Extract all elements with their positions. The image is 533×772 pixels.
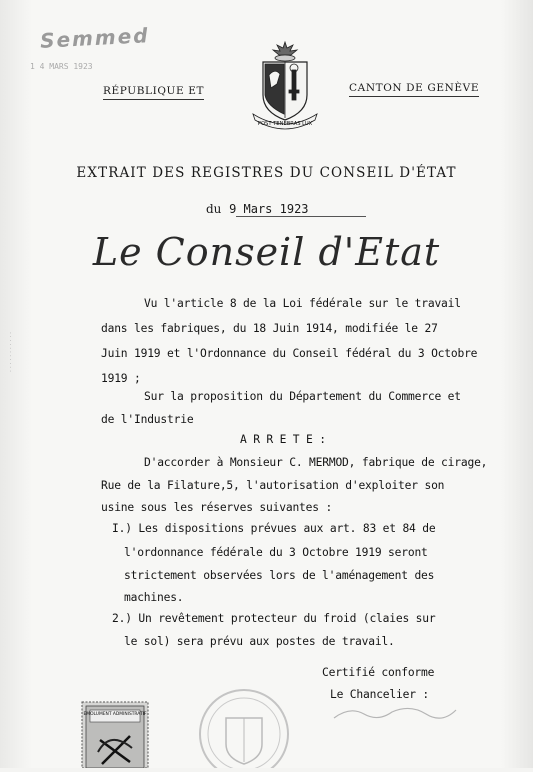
calligraphic-heading: Le Conseil d'Etat — [92, 230, 441, 274]
arrete-heading: A R R E T E : — [240, 433, 326, 446]
revenue-stamp — [80, 700, 150, 768]
date-line — [206, 202, 309, 216]
body-line: Rue de la Filature,5, l'autorisation d'exploiter son — [101, 479, 445, 492]
margin-note: · · · · · · · · · · · — [8, 331, 15, 372]
body-line: D'accorder à Monsieur C. MERMOD, fabrique de cirage, — [144, 456, 488, 469]
body-line: Vu l'article 8 de la Loi fédérale sur le travail — [144, 297, 461, 310]
document-title: EXTRAIT DES REGISTRES DU CONSEIL D'ÉTAT — [76, 165, 457, 181]
condition-line: 2.) Un revêtement protecteur du froid (claies sur — [112, 612, 436, 625]
condition-line: machines. — [124, 591, 184, 604]
crest-motto: POST TENEBRAS LUX — [257, 121, 313, 127]
chancellor-label: Le Chancelier : — [330, 688, 430, 701]
condition-line: I.) Les dispositions prévues aux art. 83 et 84 de — [112, 522, 436, 535]
official-seal-icon — [196, 684, 292, 768]
header-canton: CANTON DE GENÈVE — [349, 82, 479, 97]
signature-icon — [330, 700, 460, 724]
date-underline — [236, 216, 366, 217]
condition-line: strictement observées lors de l'aménagement des — [124, 569, 435, 582]
certified-conform: Certifié conforme — [322, 666, 435, 679]
received-stamp-date: 1 4 MARS 1923 — [30, 62, 93, 71]
body-line: 1919 ; — [101, 372, 141, 385]
handwritten-annotation: Semmed — [39, 23, 151, 53]
condition-line: le sol) sera prévu aux postes de travail. — [124, 635, 395, 648]
stamp-text: EMOLUMENT ADMINISTRATIF — [83, 712, 147, 717]
body-line: de l'Industrie — [101, 413, 194, 426]
header-republique: RÉPUBLIQUE ET — [103, 85, 204, 100]
body-line: Sur la proposition du Département du Commerce et — [144, 390, 461, 403]
body-line: usine sous les réserves suivantes : — [101, 501, 333, 514]
condition-line: l'ordonnance fédérale du 3 Octobre 1919 seront — [124, 546, 428, 559]
body-line: dans les fabriques, du 18 Juin 1914, modifiée le 27 — [101, 322, 438, 335]
date-prefix: du — [206, 202, 222, 216]
date-value: 9 Mars 1923 — [229, 202, 309, 216]
geneva-crest-icon — [245, 40, 325, 135]
body-line: Juin 1919 et l'Ordonnance du Conseil fédéral du 3 Octobre — [101, 347, 478, 360]
